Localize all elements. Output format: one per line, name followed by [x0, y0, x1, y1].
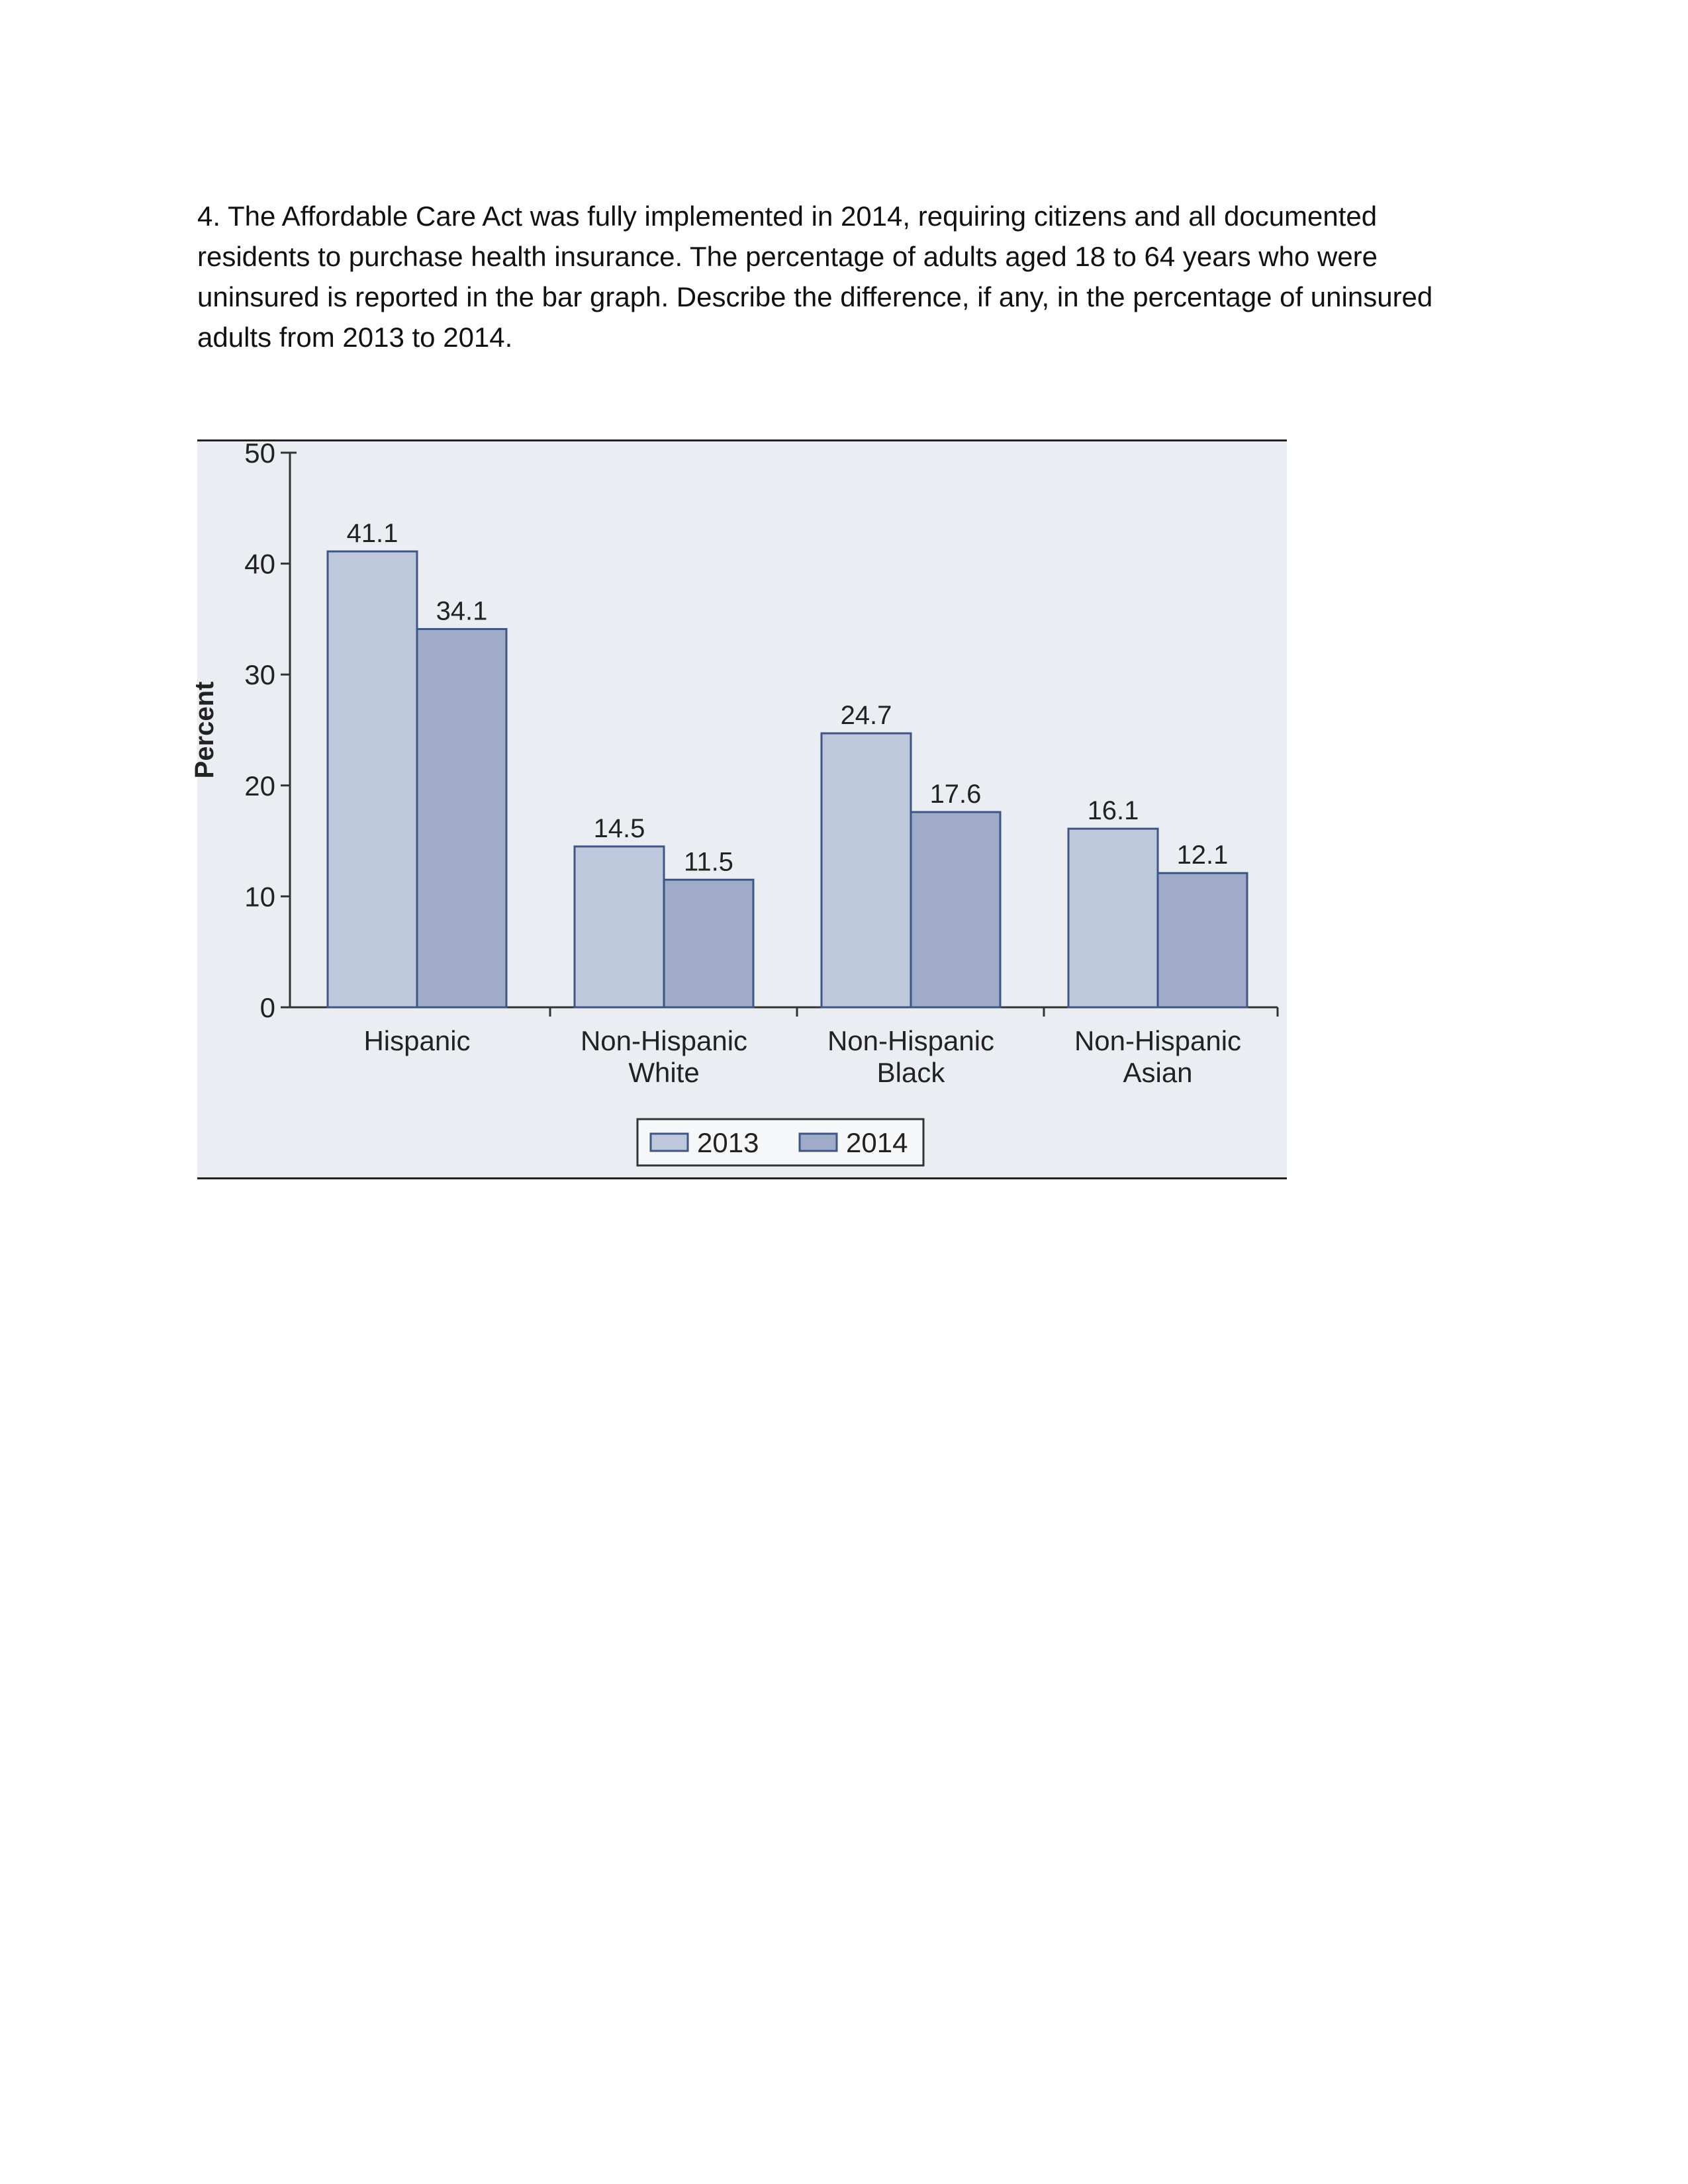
- x-category-label: Non-Hispanic: [1074, 1025, 1242, 1056]
- bar-2014-2: [911, 812, 1000, 1007]
- y-tick-label: 30: [244, 659, 275, 691]
- bar-value-label: 16.1: [1087, 796, 1139, 826]
- x-category-label: Asian: [1123, 1057, 1193, 1088]
- bar-value-label: 24.7: [840, 701, 892, 731]
- x-category-label: White: [628, 1057, 700, 1088]
- bar-value-label: 34.1: [436, 596, 488, 626]
- y-tick-label: 0: [259, 992, 275, 1023]
- bar-value-label: 14.5: [593, 813, 645, 843]
- y-tick-label: 40: [244, 548, 275, 580]
- uninsured-bar-chart: [190, 437, 1287, 1179]
- legend-label: 2014: [846, 1127, 908, 1158]
- legend-swatch-2013: [651, 1134, 688, 1151]
- legend-label: 2013: [697, 1127, 759, 1158]
- bar-value-label: 12.1: [1176, 841, 1229, 870]
- question-text: 4. The Affordable Care Act was fully implemented in 2014, requiring citizens and all documented residents to purchase health insurance. The percentage of adults aged 18 to 64 years who were uninsured is reported in the bar graph. Describe the difference, if any, in the percentage of uninsured adults from 2013 to 2014.: [197, 201, 1433, 353]
- bar-value-label: 17.6: [929, 780, 982, 809]
- chart-svg: [190, 437, 1287, 1177]
- question-block: [197, 196, 1495, 357]
- legend-swatch-2014: [800, 1134, 837, 1151]
- bar-2014-1: [664, 880, 753, 1007]
- bar-value-label: 41.1: [346, 519, 399, 549]
- x-category-label: Black: [876, 1057, 945, 1088]
- bar-2014-3: [1158, 873, 1247, 1007]
- x-category-label: Non-Hispanic: [580, 1025, 748, 1056]
- x-category-label: Hispanic: [363, 1025, 471, 1056]
- bar-2014-0: [417, 629, 506, 1007]
- x-category-label: Non-Hispanic: [827, 1025, 995, 1056]
- y-tick-label: 20: [244, 770, 275, 801]
- y-tick-label: 50: [244, 437, 275, 469]
- bar-2013-1: [575, 846, 664, 1007]
- bar-2013-3: [1068, 829, 1158, 1007]
- y-tick-label: 10: [244, 881, 275, 913]
- bar-2013-0: [328, 551, 417, 1007]
- y-axis-title: Percent: [190, 681, 219, 779]
- bar-value-label: 11.5: [684, 847, 733, 877]
- bar-2013-2: [821, 733, 911, 1007]
